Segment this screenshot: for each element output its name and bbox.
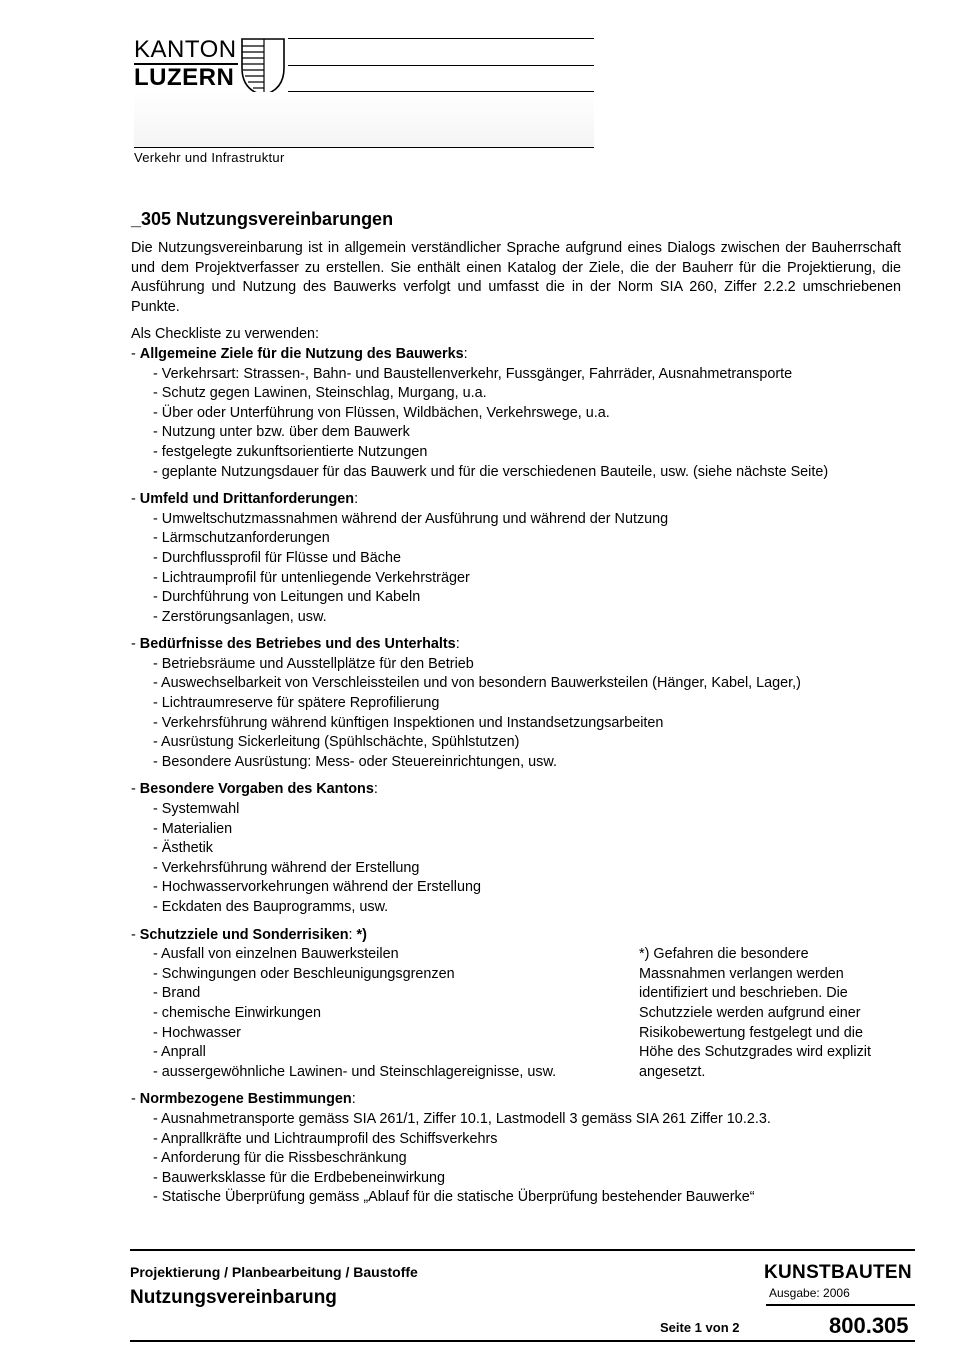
checklist-group-risks (131, 926, 901, 1083)
header-shade (134, 92, 594, 148)
checklist-intro: Als Checkliste zu verwenden: (131, 326, 319, 343)
list-item: - Anprall (153, 1043, 639, 1063)
unit-name: Verkehr und Infrastruktur (134, 150, 285, 165)
footer-document-number: 800.305 (829, 1313, 909, 1338)
list-item: - Hochwasser (153, 1024, 639, 1044)
list-item: - Eckdaten des Bauprogramms, usw. (153, 898, 901, 918)
list-item: - Anforderung für die Rissbeschränkung (153, 1149, 901, 1169)
group-heading: - Normbezogene Bestimmungen: (131, 1091, 356, 1108)
list-item: - Umweltschutzmassnahmen während der Ausführung und während der Nutzung (153, 510, 901, 530)
checklist-group (131, 780, 901, 917)
group-heading: - Umfeld und Drittanforderungen: (131, 491, 359, 508)
list-item: - Bauwerksklasse für die Erdbebeneinwirkung (153, 1169, 901, 1189)
document-title: _305 Nutzungsvereinbarungen (131, 209, 394, 229)
list-item: - Zerstörungsanlagen, usw. (153, 608, 901, 628)
list-item: - Anprallkräfte und Lichtraumprofil des Schiffsverkehrs (153, 1130, 901, 1150)
list-item: - Lärmschutzanforderungen (153, 529, 901, 549)
header-rule (288, 65, 594, 66)
list-item: - Ausfall von einzelnen Bauwerksteilen (153, 945, 639, 965)
footer-rule-edition (766, 1304, 915, 1306)
list-item: - Durchführung von Leitungen und Kabeln (153, 588, 901, 608)
checklist-group (131, 490, 901, 627)
intro-paragraph: Die Nutzungsvereinbarung ist in allgemein verständlicher Sprache aufgrund eines Dialogs zwischen der Bauherrschaft und dem Projektverfasser zu erstellen. Sie enthält einen Katalog der Ziele, die der Bauherr für die Projektierung, die Ausführung und Nutzung des Bauwerks verfolgt und umfasst die in der Norm SIA 260, Ziffer 2.2.2 umschriebenen Punkte. (131, 240, 901, 315)
footer-rule-top (130, 1249, 915, 1251)
logo-line-luzern: LUZERN (134, 64, 235, 91)
group-items (131, 365, 901, 483)
list-item: - chemische Einwirkungen (153, 1004, 639, 1024)
list-item: - Verkehrsführung während der Erstellung (153, 859, 901, 879)
group-items (131, 800, 901, 918)
checklist-group (131, 1090, 901, 1208)
list-item: - geplante Nutzungsdauer für das Bauwerk und für die verschiedenen Bauteile, usw. (siehe nächste Seite) (153, 463, 901, 483)
group-heading: - Besondere Vorgaben des Kantons: (131, 781, 378, 798)
list-item: - festgelegte zukunftsorientierte Nutzungen (153, 443, 901, 463)
list-item: - Ausnahmetransporte gemäss SIA 261/1, Ziffer 10.1, Lastmodell 3 gemäss SIA 261 Ziffer 10.2.3. (153, 1110, 901, 1130)
group-heading: - Bedürfnisse des Betriebes und des Unterhalts: (131, 636, 460, 653)
document-body (131, 208, 901, 1208)
list-item: - Lichtraumreserve für spätere Reprofilierung (153, 694, 901, 714)
group-items (131, 510, 901, 628)
list-item: - Nutzung unter bzw. über dem Bauwerk (153, 423, 901, 443)
list-item: - Brand (153, 984, 639, 1004)
list-item: - Betriebsräume und Ausstellplätze für den Betrieb (153, 655, 901, 675)
list-item: - Besondere Ausrüstung: Mess- oder Steuereinrichtungen, usw. (153, 753, 901, 773)
footer-title: Nutzungsvereinbarung (130, 1287, 337, 1308)
list-item: - Hochwasservorkehrungen während der Erstellung (153, 878, 901, 898)
checklist-group (131, 635, 901, 772)
footer-rule-bottom (130, 1340, 915, 1342)
list-item: - Statische Überprüfung gemäss „Ablauf für die statische Überprüfung bestehender Bauwerke“ (153, 1188, 901, 1208)
risk-footnote: *) Gefahren die besondere Massnahmen verlangen werden identifiziert und beschrieben. Die Schutzziele werden aufgrund einer Risikobewertung festgelegt und die Höhe des Schutzgrades wird explizit angesetzt. (639, 946, 871, 1080)
group-items (131, 1110, 901, 1208)
group-heading: - Allgemeine Ziele für die Nutzung des Bauwerks: (131, 345, 468, 362)
logo-line-kanton: KANTON (134, 36, 237, 63)
group-items (131, 655, 901, 773)
footer-category: KUNSTBAUTEN (764, 1262, 912, 1283)
footer-page-number: Seite 1 von 2 (660, 1320, 740, 1335)
list-item: - aussergewöhnliche Lawinen- und Steinschlagereignisse, usw. (153, 1063, 639, 1083)
list-item: - Schutz gegen Lawinen, Steinschlag, Murgang, u.a. (153, 384, 901, 404)
footer-edition: Ausgabe: 2006 (769, 1286, 850, 1300)
group-heading: - Schutzziele und Sonderrisiken: *) (131, 926, 367, 943)
checklist-group (131, 345, 901, 482)
canton-crest-icon (240, 38, 286, 96)
list-item: - Auswechselbarkeit von Verschleissteilen und von besondern Bauwerksteilen (Hänger, Kabel, Lager,) (153, 674, 901, 694)
list-item: - Durchflussprofil für Flüsse und Bäche (153, 549, 901, 569)
list-item: - Lichtraumprofil für untenliegende Verkehrsträger (153, 569, 901, 589)
footer-project: Projektierung / Planbearbeitung / Baustoffe (130, 1264, 418, 1280)
group-items (131, 945, 639, 1082)
list-item: - Ausrüstung Sickerleitung (Spühlschächte, Spühlstutzen) (153, 733, 901, 753)
header-rule (288, 38, 594, 39)
header-rule (134, 147, 594, 148)
list-item: - Ästhetik (153, 839, 901, 859)
list-item: - Verkehrsführung während künftigen Inspektionen und Instandsetzungsarbeiten (153, 714, 901, 734)
list-item: - Materialien (153, 820, 901, 840)
list-item: - Über oder Unterführung von Flüssen, Wildbächen, Verkehrswege, u.a. (153, 404, 901, 424)
list-item: - Verkehrsart: Strassen-, Bahn- und Baustellenverkehr, Fussgänger, Fahrräder, Ausnahmetransporte (153, 365, 901, 385)
list-item: - Schwingungen oder Beschleunigungsgrenzen (153, 965, 639, 985)
list-item: - Systemwahl (153, 800, 901, 820)
